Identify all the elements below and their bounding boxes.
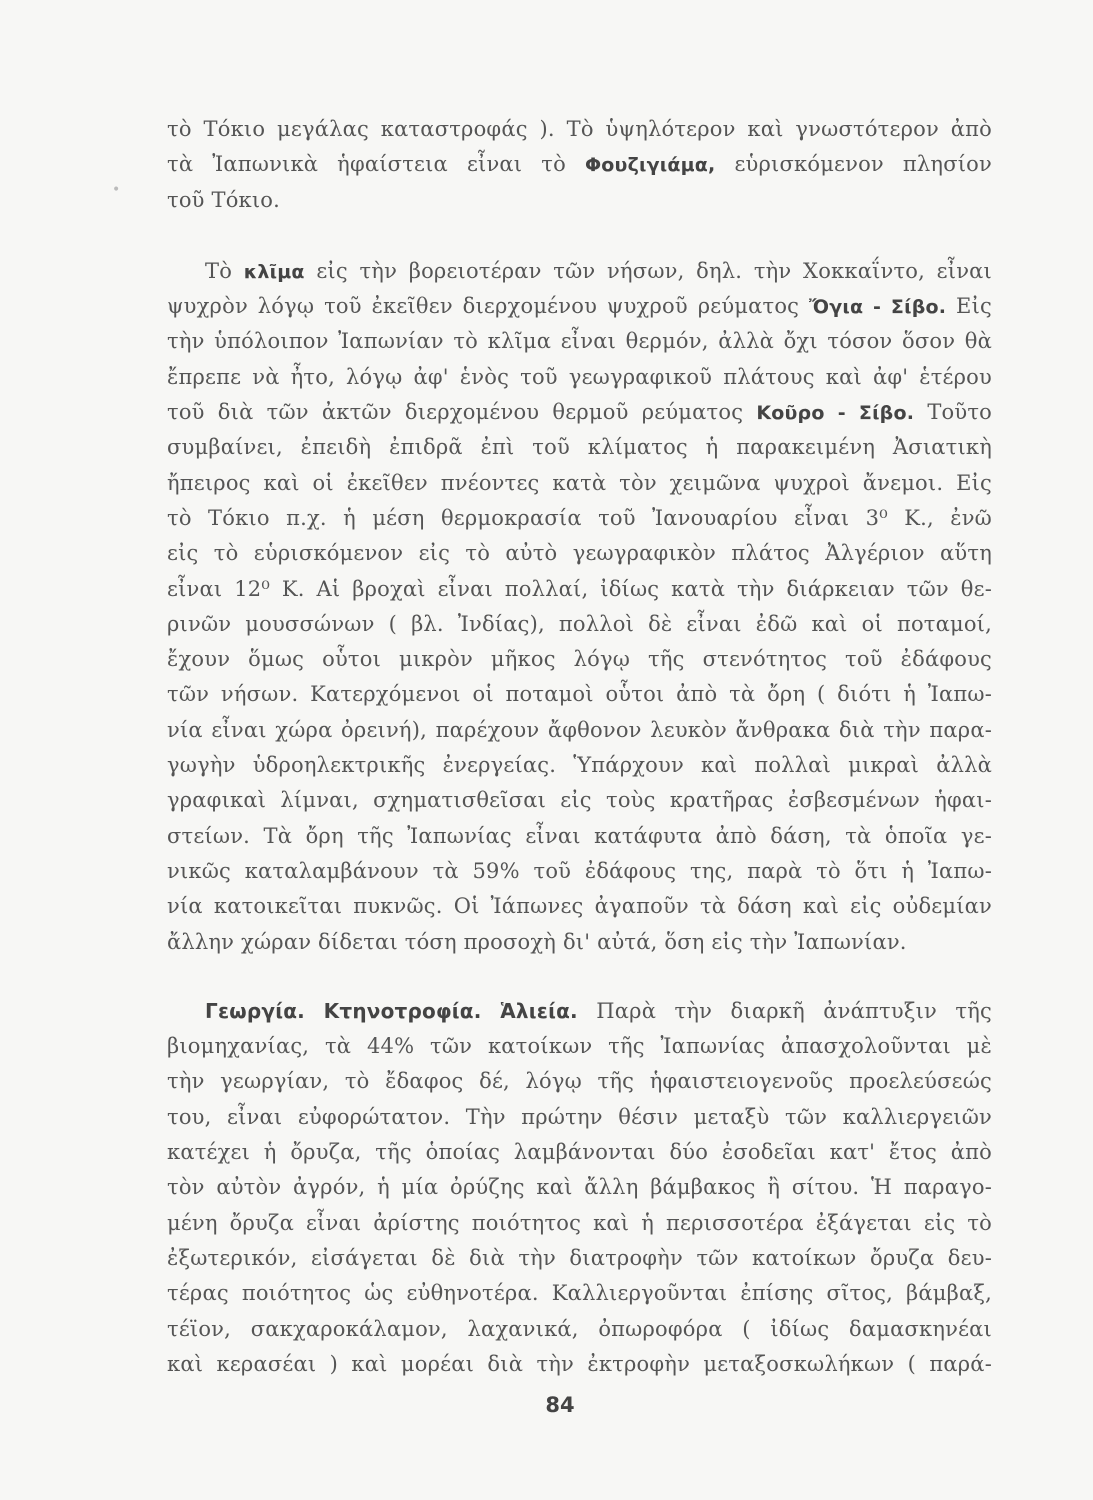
text-line: νία εἶναι χώρα ὀρεινή), παρέχουν ἄφθονον λευκὸν ἄνθρακα διὰ τὴν παρα- <box>167 717 992 742</box>
text-line <box>167 994 992 1029</box>
text-line: τέϊον, σακχαροκάλαμον, λαχανικά, ὀπωροφόρα ( ἰδίως δαμασκηνέαι <box>167 1316 992 1341</box>
text-span: τοῦ διὰ τῶν ἀκτῶν διερχομένου θερμοῦ ρεύματος <box>167 400 757 425</box>
text-span: Τὸ <box>205 258 244 283</box>
text-span: Τοῦτο <box>914 400 992 425</box>
text-line: ἐξωτερικόν, εἰσάγεται δὲ διὰ τὴν διατροφὴν τῶν κατοίκων ὄρυζα δευ- <box>167 1245 992 1270</box>
text-line: τοῦ Τόκιο. <box>167 187 281 212</box>
paragraph-volcanoes <box>167 112 992 218</box>
text-span: Παρὰ τὴν διαρκῆ ἀνάπτυξιν τῆς <box>577 998 992 1023</box>
text-span: εὑρισκόμενον πλησίον <box>715 152 992 177</box>
text-line <box>167 147 992 182</box>
text-line: ἔπρεπε νὰ ἦτο, λόγῳ ἀφ' ἑνὸς τοῦ γεωγραφικοῦ πλάτους καὶ ἀφ' ἑτέρου <box>167 364 992 389</box>
text-line: ἤπειρος καὶ οἱ ἐκεῖθεν πνέοντες κατὰ τὸν χειμῶνα ψυχροὶ ἄνεμοι. Εἰς <box>167 470 992 495</box>
paragraph-agriculture <box>167 994 992 1382</box>
text-span: εἰς τὴν βορειοτέραν τῶν νήσων, δηλ. τὴν Χοκκαΐντο, εἶναι <box>304 258 992 283</box>
text-line: τέρας ποιότητος ὡς εὐθηνοτέρα. Καλλιεργοῦνται ἐπίσης σῖτος, βάμβαξ, <box>167 1281 992 1306</box>
text-line: τῶν νήσων. Κατερχόμενοι οἱ ποταμοὶ οὗτοι ἀπὸ τὰ ὄρη ( διότι ἡ Ἰαπω- <box>167 682 992 707</box>
text-line <box>167 254 992 289</box>
text-line: τὴν γεωργίαν, τὸ ἔδαφος δέ, λόγῳ τῆς ἡφαιστειογενοῦς προελεύσεώς <box>167 1069 992 1094</box>
text-line: εἰς τὸ εὑρισκόμενον εἰς τὸ αὐτὸ γεωγραφικὸν πλάτος Ἀλγέριον αὕτη <box>167 541 992 566</box>
text-line: ἔχουν ὅμως οὗτοι μικρὸν μῆκος λόγῳ τῆς στενότητος τοῦ ἐδάφους <box>167 647 992 672</box>
text-line: συμβαίνει, ἐπειδὴ ἐπιδρᾶ ἐπὶ τοῦ κλίματος ἡ παρακειμένη Ἀσιατικὴ <box>167 435 992 460</box>
text-line: τὸ Τόκιο π.χ. ἡ μέση θερμοκρασία τοῦ Ἰανουαρίου εἶναι 3⁰ Κ., ἐνῶ <box>167 505 992 530</box>
bold-term: κλῖμα <box>243 260 305 283</box>
text-span: Εἰς <box>946 294 992 319</box>
section-heading: Γεωργία. Κτηνοτροφία. Ἁλιεία. <box>205 998 578 1023</box>
bold-term: Κοῦρο - Σίβο. <box>756 402 915 425</box>
text-line: ἄλλην χώραν δίδεται τόση προσοχὴ δι' αὐτά, ὅση εἰς τὴν Ἰαπωνίαν. <box>167 929 907 954</box>
text-line: εἶναι 12⁰ Κ. Αἱ βροχαὶ εἶναι πολλαί, ἰδίως κατὰ τὴν διάρκειαν τῶν θε- <box>167 576 992 601</box>
text-line: καὶ κερασέαι ) καὶ μορέαι διὰ τὴν ἐκτροφὴν μεταξοσκωλήκων ( παρά- <box>167 1351 992 1376</box>
text-line: τὴν ὑπόλοιπον Ἰαπωνίαν τὸ κλῖμα εἶναι θερμόν, ἀλλὰ ὄχι τόσον ὅσον θὰ <box>167 329 992 354</box>
text-line: βιομηχανίας, τὰ 44% τῶν κατοίκων τῆς Ἰαπωνίας ἀπασχολοῦνται μὲ <box>167 1034 992 1059</box>
text-line: γραφικαὶ λίμναι, σχηματισθεῖσαι εἰς τοὺς κρατῆρας ἐσβεσμένων ἡφαι- <box>167 788 992 813</box>
text-line: τὸν αὐτὸν ἀγρόν, ἡ μία ὀρύζης καὶ ἄλλη βάμβακος ἢ σίτου. Ἡ παραγο- <box>167 1175 992 1200</box>
text-line: νία κατοικεῖται πυκνῶς. Οἱ Ἰάπωνες ἀγαποῦν τὰ δάση καὶ εἰς οὐδεμίαν <box>167 894 992 919</box>
page-number: 84 <box>545 1393 575 1417</box>
bold-term: Ὄγια - Σίβο. <box>809 296 947 319</box>
paragraph-climate <box>167 254 992 960</box>
text-line: νικῶς καταλαμβάνουν τὰ 59% τοῦ ἐδάφους της, παρὰ τὸ ὅτι ἡ Ἰαπω- <box>167 858 992 883</box>
body-text <box>167 112 992 1382</box>
text-line: γωγὴν ὑδροηλεκτρικῆς ἐνεργείας. Ὑπάρχουν καὶ πολλαὶ μικραὶ ἀλλὰ <box>167 753 992 778</box>
bold-term: Φουζιγιάμα, <box>584 154 716 177</box>
text-line <box>167 289 992 324</box>
text-line: του, εἶναι εὐφορώτατον. Τὴν πρώτην θέσιν μεταξὺ τῶν καλλιεργειῶν <box>167 1104 992 1129</box>
text-line: ρινῶν μουσσώνων ( βλ. Ἰνδίας), πολλοὶ δὲ εἶναι ἐδῶ καὶ οἱ ποταμοί, <box>167 611 992 636</box>
text-line: τὸ Τόκιο μεγάλας καταστροφάς ). Τὸ ὑψηλότερον καὶ γνωστότερον ἀπὸ <box>167 117 992 141</box>
text-span: ψυχρὸν λόγῳ τοῦ ἐκεῖθεν διερχομένου ψυχροῦ ρεύματος <box>167 294 810 319</box>
text-line: κατέχει ἡ ὄρυζα, τῆς ὁποίας λαμβάνονται δύο ἐσοδεῖαι κατ' ἔτος ἀπὸ <box>167 1140 992 1165</box>
paragraph-gap <box>167 218 992 254</box>
text-line: στείων. Τὰ ὄρη τῆς Ἰαπωνίας εἶναι κατάφυτα ἀπὸ δάση, τὰ ὁποῖα γε- <box>167 823 992 848</box>
text-line: μένη ὄρυζα εἶναι ἀρίστης ποιότητος καὶ ἡ περισσοτέρα ἐξάγεται εἰς τὸ <box>167 1210 992 1235</box>
text-span: τὰ Ἰαπωνικὰ ἡφαίστεια εἶναι τὸ <box>167 152 585 177</box>
paragraph-gap <box>167 960 992 994</box>
text-line <box>167 395 992 430</box>
margin-dot: • <box>112 182 121 198</box>
